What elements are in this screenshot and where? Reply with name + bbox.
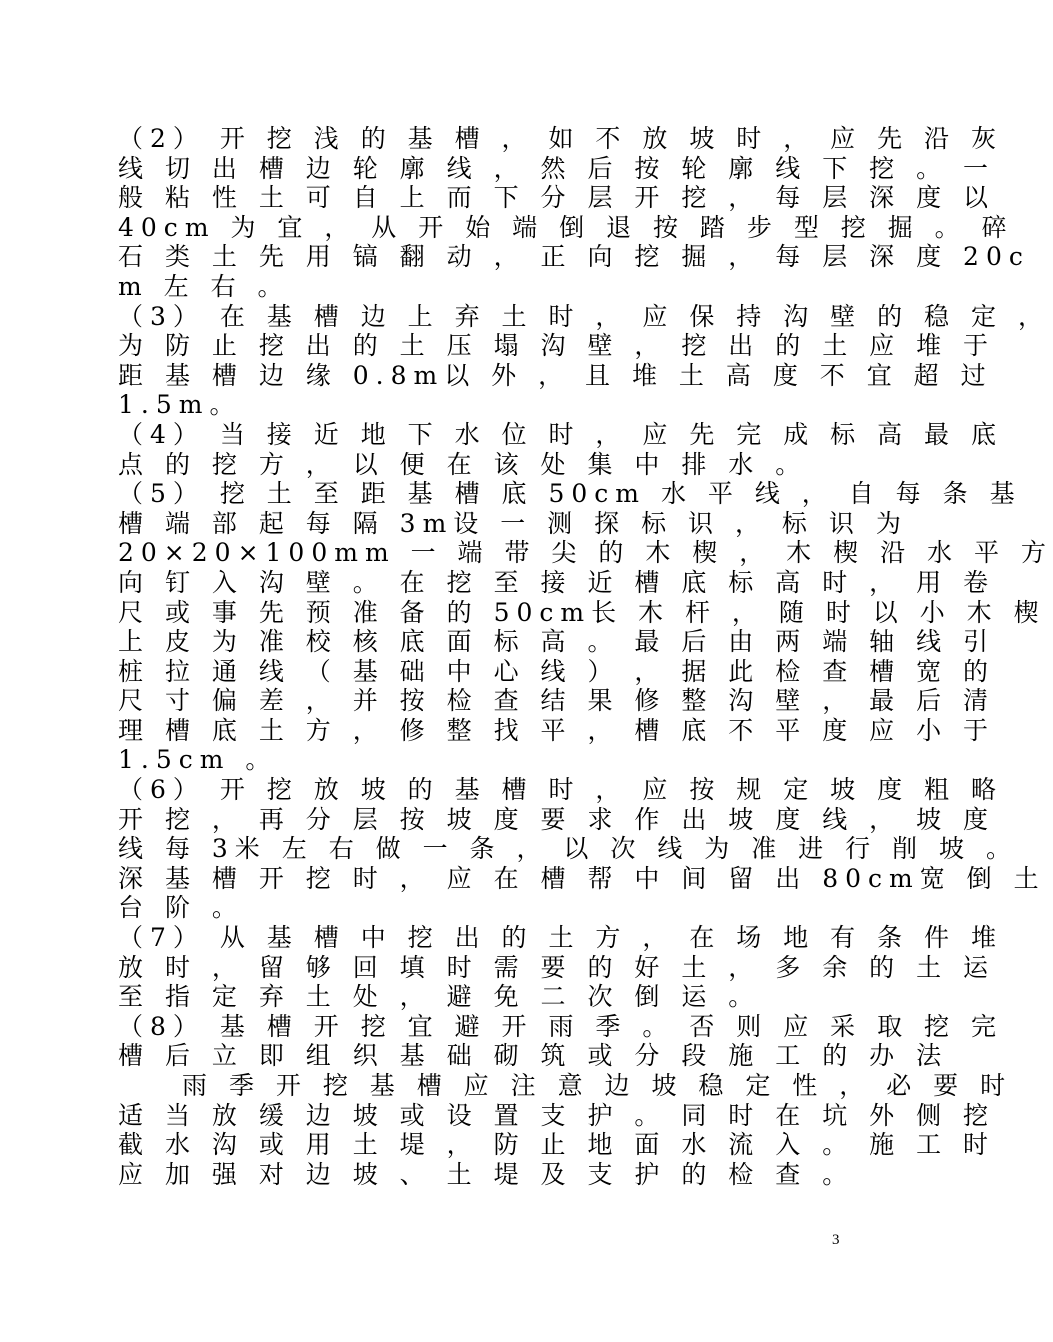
text-line: 截 水 沟 或 用 土 堤 ， 防 止 地 面 水 流 入 。 施 工 时	[118, 1130, 996, 1160]
text-line: 尺 或 事 先 预 准 备 的 50cm长 木 杆 ， 随 时 以 小 木 楔	[118, 597, 1046, 627]
text-line: 1.5cm 。	[118, 745, 278, 775]
text-line: 为 防 止 挖 出 的 土 压 塌 沟 壁 ， 挖 出 的 土 应 堆 于	[118, 331, 996, 361]
text-line: 槽 端 部 起 每 隔 3m设 一 测 探 标 识 ， 标 识 为	[118, 508, 908, 538]
text-line: （5） 挖 土 至 距 基 槽 底 50cm 水 平 线 ， 自 每 条 基	[118, 479, 1022, 509]
text-line: （2） 开 挖 浅 的 基 槽 ， 如 不 放 坡 时 ， 应 先 沿 灰	[118, 124, 1004, 153]
text-line: 线 切 出 槽 边 轮 廓 线 ， 然 后 按 轮 廓 线 下 挖 。 一	[118, 153, 996, 183]
body-text	[118, 124, 1053, 1189]
text-line: 应 加 强 对 边 坡 、 土 堤 及 支 护 的 检 查 。	[118, 1159, 855, 1189]
text-line: 1.5m。	[118, 390, 242, 420]
text-line: （3） 在 基 槽 边 上 弃 土 时 ， 应 保 持 沟 壁 的 稳 定 ，	[118, 301, 1050, 331]
text-line: （8） 基 槽 开 挖 宜 避 开 雨 季 。 否 则 应 采 取 挖 完	[118, 1011, 1004, 1041]
text-line: 点 的 挖 方 ， 以 便 在 该 处 集 中 排 水 。	[118, 449, 808, 479]
text-line: 槽 后 立 即 组 织 基 础 砌 筑 或 分 段 施 工 的 办 法	[118, 1041, 949, 1071]
text-line: 深 基 槽 开 挖 时 ， 应 在 槽 帮 中 间 留 出 80cm宽 倒 土	[118, 863, 1046, 893]
text-line: 放 时 ， 留 够 回 填 时 需 要 的 好 土 ， 多 余 的 土 运	[118, 952, 996, 982]
text-line: 距 基 槽 边 缘 0.8m以 外 ， 且 堆 土 高 度 不 宜 超 过	[118, 360, 993, 390]
text-line: 向 钉 入 沟 壁 。 在 挖 至 接 近 槽 底 标 高 时 ， 用 卷	[118, 567, 996, 597]
text-line: m 左 右 。	[118, 271, 290, 301]
text-line: 40cm 为 宜 ， 从 开 始 端 倒 退 按 踏 步 型 挖 掘 。 碎	[118, 212, 1014, 242]
text-line: 尺 寸 偏 差 ， 并 按 检 查 结 果 修 整 沟 壁 ， 最 后 清	[118, 686, 996, 716]
text-line: 至 指 定 弃 土 处 ， 避 免 二 次 倒 运 。	[118, 982, 761, 1012]
text-line: 台 阶 。	[118, 893, 244, 923]
text-line: 上 皮 为 准 校 核 底 面 标 高 。 最 后 由 两 端 轴 线 引	[118, 627, 996, 657]
text-line: 开 挖 ， 再 分 层 按 坡 度 要 求 作 出 坡 度 线 ， 坡 度	[118, 804, 996, 834]
text-line: （6） 开 挖 放 坡 的 基 槽 时 ， 应 按 规 定 坡 度 粗 略	[118, 775, 1004, 805]
text-line: 桩 拉 通 线 （ 基 础 中 心 线 ） ， 据 此 检 查 槽 宽 的	[118, 656, 996, 686]
text-line: 适 当 放 缓 边 坡 或 设 置 支 护 。 同 时 在 坑 外 侧 挖	[118, 1100, 996, 1130]
page-number: 3	[832, 1232, 840, 1248]
text-line: 石 类 土 先 用 镐 翻 动 ， 正 向 挖 掘 ， 每 层 深 度 20c	[118, 242, 1030, 272]
text-line: 般 粘 性 土 可 自 上 而 下 分 层 开 挖 ， 每 层 深 度 以	[118, 183, 996, 213]
text-line: 理 槽 底 土 方 ， 修 整 找 平 ， 槽 底 不 平 度 应 小 于	[118, 715, 996, 745]
text-line: （4） 当 接 近 地 下 水 位 时 ， 应 先 完 成 标 高 最 底	[118, 419, 1004, 449]
text-line: 线 每 3米 左 右 做 一 条 ， 以 次 线 为 准 进 行 削 坡 。	[118, 834, 1018, 864]
text-line: 20×20×100mm 一 端 带 尖 的 木 楔 ， 木 楔 沿 水 平 方	[118, 538, 1053, 568]
text-line: 雨 季 开 挖 基 槽 应 注 意 边 坡 稳 定 性 ， 必 要 时	[118, 1071, 1013, 1100]
text-line: （7） 从 基 槽 中 挖 出 的 土 方 ， 在 场 地 有 条 件 堆	[118, 923, 1004, 953]
